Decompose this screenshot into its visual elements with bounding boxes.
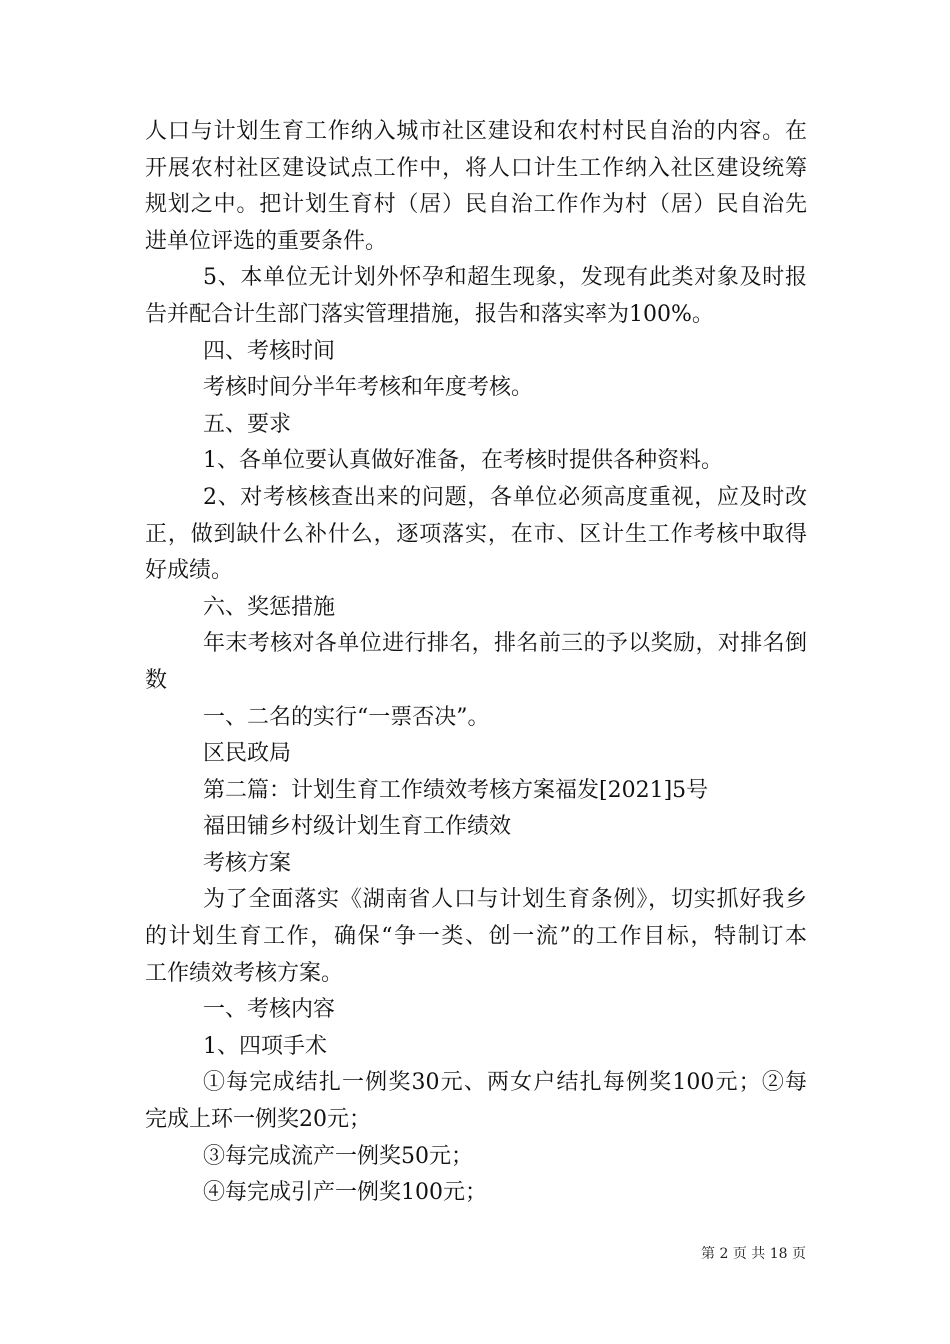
chapter-title: 考核方案 [203,850,292,876]
section-heading: 一、考核内容 [203,997,336,1023]
document-body [145,114,807,1212]
section-heading: 六、奖惩措施 [203,594,336,620]
text-line: 1、四项手术 [203,1033,327,1059]
text-line: 区民政局 [203,741,292,767]
text-line: 开展农村社区建设试点工作中，将人口计生工作纳入社区建设统筹 [145,155,807,181]
section-heading: 五、要求 [203,411,292,437]
text-line: 2、对考核核查出来的问题，各单位必须高度重视，应及时改 [203,484,807,510]
text-line: 一、二名的实行“一票否决”。 [203,704,490,730]
text-line: 年末考核对各单位进行排名，排名前三的予以奖励，对排名倒 [203,631,807,657]
page-number: 第 2 页 共 18 页 [701,1246,806,1262]
text-line: 5、本单位无计划外怀孕和超生现象，发现有此类对象及时报 [203,265,807,291]
text-line: 为了全面落实《湖南省人口与计划生育条例》，切实抓好我乡 [203,887,807,913]
text-line: 数 [145,667,168,693]
text-line: ④每完成引产一例奖100元； [203,1180,487,1206]
text-line: ①每完成结扎一例奖30元、两女户结扎每例奖100元；②每 [203,1070,807,1096]
text-line: 人口与计划生育工作纳入城市社区建设和农村村民自治的内容。在 [145,119,807,144]
text-line: 好成绩。 [145,558,234,584]
text-line: 考核时间分半年考核和年度考核。 [203,375,534,401]
text-line: 进单位评选的重要条件。 [145,228,388,254]
chapter-title: 第二篇：计划生育工作绩效考核方案福发[2021]5号 [203,777,709,803]
text-line: 正，做到缺什么补什么，逐项落实，在市、区计生工作考核中取得 [145,521,807,547]
section-heading: 四、考核时间 [203,338,336,364]
text-line: 规划之中。把计划生育村（居）民自治工作作为村（居）民自治先 [145,192,807,218]
text-line: ③每完成流产一例奖50元； [203,1143,473,1169]
text-line: 完成上环一例奖20元； [145,1107,371,1133]
chapter-title: 福田铺乡村级计划生育工作绩效 [203,814,512,840]
text-line: 告并配合计生部门落实管理措施，报告和落实率为100%。 [145,301,714,327]
text-line: 1、各单位要认真做好准备，在考核时提供各种资料。 [203,448,723,474]
text-line: 的计划生育工作，确保“争一类、创一流”的工作目标，特制订本 [145,924,807,950]
text-line: 工作绩效考核方案。 [145,960,344,986]
